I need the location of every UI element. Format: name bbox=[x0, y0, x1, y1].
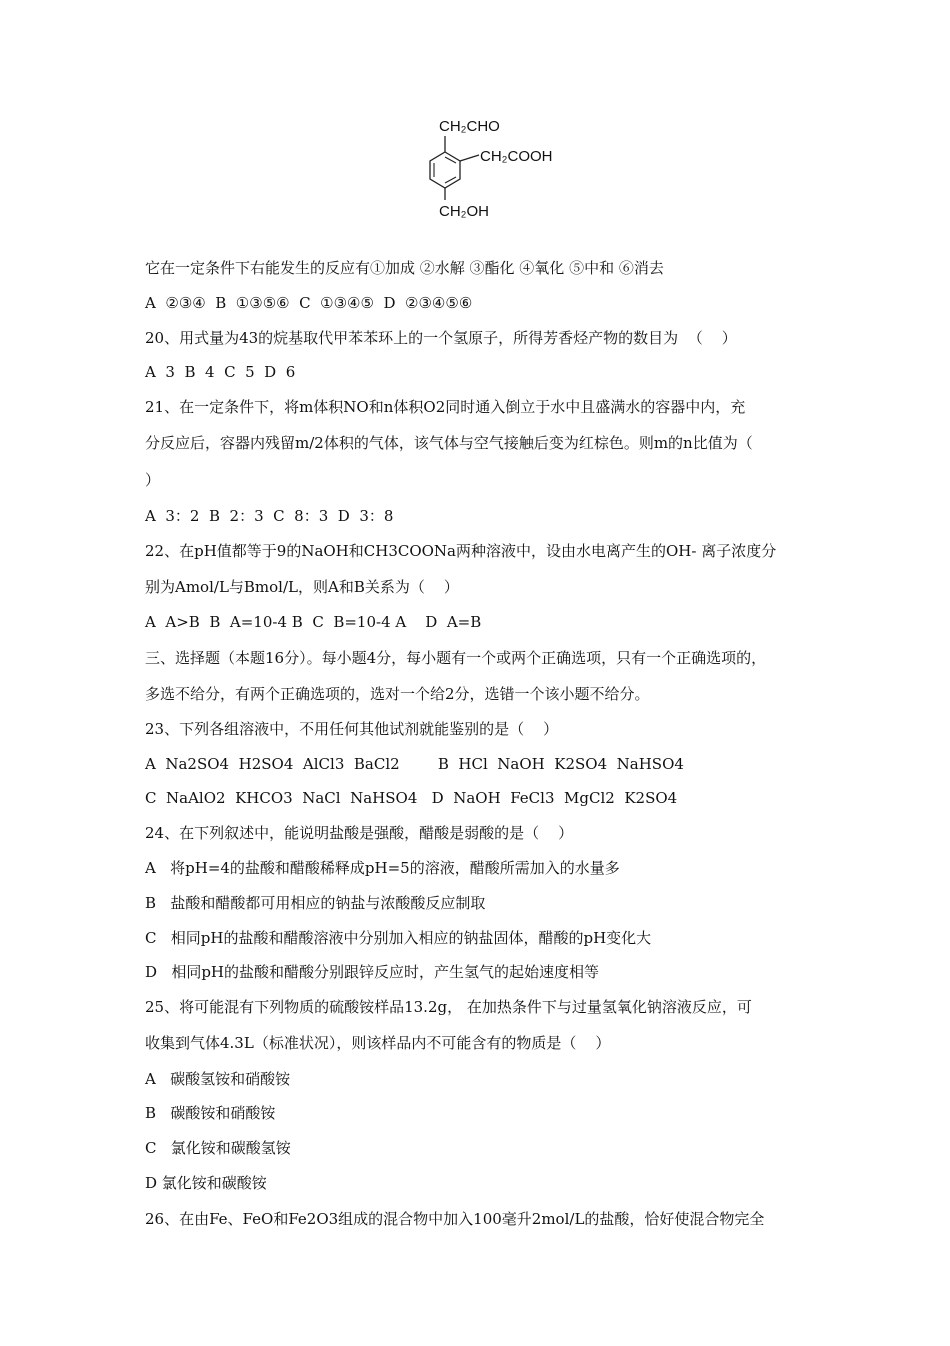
q24-option-d: D 相同pH的盐酸和醋酸分别跟锌反应时，产生氢气的起始速度相等 bbox=[145, 963, 600, 981]
q24-text: 24、在下列叙述中，能说明盐酸是强酸，醋酸是弱酸的是（ ） bbox=[145, 824, 574, 842]
q23-options-ab: A Na2SO4 H2SO4 AlCl3 BaCl2 B HCl NaOH K2SO4 NaHSO4 bbox=[145, 755, 684, 773]
section3-heading-line1: 三、选择题（本题16分）。每小题4分，每小题有一个或两个正确选项，只有一个正确选项的， bbox=[145, 649, 767, 667]
q22-text-line2: 别为Amol/L与Bmol/L，则A和B关系为（ ） bbox=[145, 578, 459, 596]
q22-options: A A>B B A=10-4 B C B=10-4 A D A=B bbox=[145, 613, 482, 631]
q23-options-cd: C NaAlO2 KHCO3 NaCl NaHSO4 D NaOH FeCl3 MgCl2 K2SO4 bbox=[145, 789, 678, 807]
q19-options: A ②③④ B ①③⑤⑥ C ①③④⑤ D ②③④⑤⑥ bbox=[145, 294, 473, 312]
q24-option-c: C 相同pH的盐酸和醋酸溶液中分别加入相应的钠盐固体，醋酸的pH变化大 bbox=[145, 929, 652, 947]
group-top-label: CH₂CHO bbox=[439, 118, 500, 135]
q25-text-line2: 收集到气体4.3L（标准状况），则该样品内不可能含有的物质是（ ） bbox=[145, 1034, 611, 1052]
q26-text-line1: 26、在由Fe、FeO和Fe2O3组成的混合物中加入100毫升2mol/L的盐酸，恰好使混合物完全 bbox=[145, 1210, 765, 1228]
q24-option-a: A 将pH=4的盐酸和醋酸稀释成pH=5的溶液，醋酸所需加入的水量多 bbox=[145, 859, 620, 877]
q25-option-d: D 氯化铵和碳酸铵 bbox=[145, 1174, 267, 1192]
q21-text-line2: 分反应后，容器内残留m/2体积的气体，该气体与空气接触后变为红棕色。则m的n比值为（ bbox=[145, 434, 753, 452]
q20-options: A 3 B 4 C 5 D 6 bbox=[145, 363, 296, 381]
group-right-label: CH₂COOH bbox=[480, 148, 553, 165]
q25-option-b: B 碳酸铵和硝酸铵 bbox=[145, 1104, 276, 1122]
bond-right bbox=[460, 155, 479, 161]
q23-text: 23、下列各组溶液中，不用任何其他试剂就能鉴别的是（ ） bbox=[145, 720, 559, 738]
benzene-ring-diagram bbox=[415, 112, 575, 222]
q25-text-line1: 25、将可能混有下列物质的硫酸铵样品13.2g， 在加热条件下与过量氢氧化钠溶液反应，可 bbox=[145, 998, 752, 1016]
chemical-structure bbox=[415, 112, 575, 222]
q25-option-a: A 碳酸氢铵和硝酸铵 bbox=[145, 1070, 291, 1088]
q20-text: 20、用式量为43的烷基取代甲苯苯环上的一个氢原子，所得芳香烃产物的数目为 （ ） bbox=[145, 329, 737, 347]
q21-text-line3: ） bbox=[145, 471, 161, 489]
q25-option-c: C 氯化铵和碳酸氢铵 bbox=[145, 1139, 291, 1157]
q22-text-line1: 22、在pH值都等于9的NaOH和CH3COONa两种溶液中，设由水电离产生的OH- 离子浓度分 bbox=[145, 542, 777, 560]
reaction-list-text: 它在一定条件下右能发生的反应有①加成 ②水解 ③酯化 ④氧化 ⑤中和 ⑥消去 bbox=[145, 259, 664, 277]
q21-text-line1: 21、在一定条件下，将m体积NO和n体积O2同时通入倒立于水中且盛满水的容器中内，充 bbox=[145, 398, 746, 416]
q21-options: A 3：2 B 2：3 C 8：3 D 3：8 bbox=[145, 507, 394, 525]
section3-heading-line2: 多选不给分，有两个正确选项的，选对一个给2分，选错一个该小题不给分。 bbox=[145, 685, 650, 703]
q24-option-b: B 盐酸和醋酸都可用相应的钠盐与浓酸酸反应制取 bbox=[145, 894, 486, 912]
group-bottom-label: CH₂OH bbox=[439, 203, 489, 220]
